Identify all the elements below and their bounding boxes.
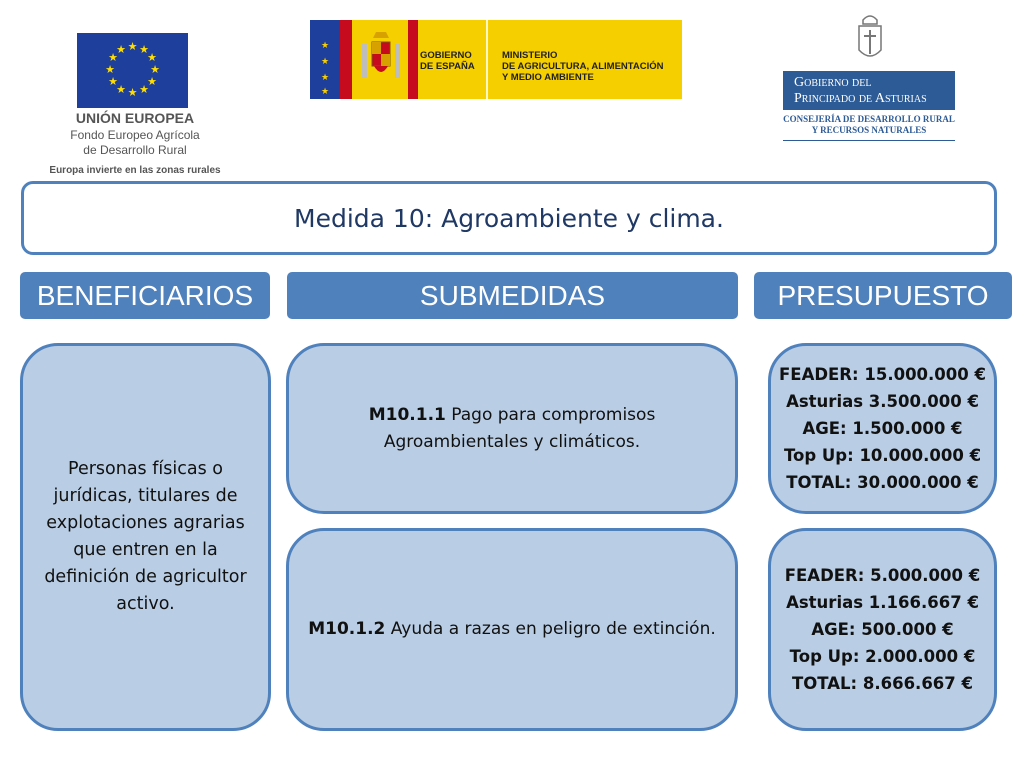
submedida-2-text [308, 616, 716, 643]
asturias-banner [783, 71, 955, 110]
svg-text:★: ★ [150, 63, 160, 76]
asturias-banner-line-1: Gobierno del [794, 75, 872, 90]
svg-text:★: ★ [108, 75, 118, 88]
svg-text:★: ★ [147, 75, 157, 88]
submedida-2-code: M10.1.2 [308, 619, 386, 639]
eu-flag-logo [77, 33, 188, 108]
asturias-crest-icon [855, 12, 885, 64]
presupuesto-box-1 [768, 343, 997, 514]
eu-stars-icon [77, 33, 188, 108]
beneficiarios-box [20, 343, 271, 731]
presupuesto-1-age: AGE: 1.500.000 € [802, 419, 963, 438]
beneficiarios-text: Personas físicas o jurídicas, titulares de explotaciones agrarias que entren en la definición de agricultor activo. [44, 459, 247, 614]
presupuesto-1-feader: FEADER: 15.000.000 € [779, 365, 986, 384]
svg-text:★: ★ [116, 43, 126, 56]
spain-ministry-line-2: DE AGRICULTURA, ALIMENTACIÓN [502, 61, 664, 72]
presupuesto-2-age: AGE: 500.000 € [811, 620, 954, 639]
presupuesto-box-2 [768, 528, 997, 731]
svg-text:★: ★ [116, 83, 126, 96]
presupuesto-1-topup: Top Up: 10.000.000 € [783, 446, 982, 465]
asturias-department [783, 114, 955, 136]
spain-stars-icon [316, 40, 334, 96]
presupuesto-2-asturias: Asturias 1.166.667 € [786, 593, 979, 612]
submedida-1-description: Pago para compromisos Agroambientales y climáticos. [383, 404, 656, 452]
presupuesto-1-lines [779, 361, 986, 496]
spain-ministry-label [502, 50, 664, 83]
slide-title: Medida 10: Agroambiente y clima. [21, 181, 997, 255]
eu-fund-line-1: Fondo Europeo Agrícola [70, 128, 200, 142]
spain-red-stripe [340, 20, 352, 99]
eu-tagline: Europa invierte en las zonas rurales [49, 165, 221, 176]
eu-title: UNIÓN EUROPEA [75, 110, 195, 126]
svg-text:★: ★ [127, 40, 138, 53]
presupuesto-1-asturias: Asturias 3.500.000 € [786, 392, 979, 411]
svg-text:★: ★ [320, 57, 330, 67]
svg-text:★: ★ [108, 51, 118, 64]
asturias-sub-line-1: CONSEJERÍA DE DESARROLLO RURAL [783, 114, 955, 124]
spain-logo-separator [486, 20, 488, 99]
header-beneficiarios: BENEFICIARIOS [20, 272, 270, 319]
svg-text:★: ★ [147, 51, 157, 64]
asturias-banner-line-2: Principado de Asturias [794, 91, 927, 106]
presupuesto-1-total: TOTAL: 30.000.000 € [786, 473, 979, 492]
svg-text:★: ★ [320, 87, 330, 96]
svg-text:★: ★ [105, 63, 115, 76]
spain-government-logo [310, 20, 682, 99]
asturias-underline [783, 140, 955, 141]
presupuesto-2-total: TOTAL: 8.666.667 € [791, 674, 973, 693]
spain-ministry-line-1: MINISTERIO [502, 50, 558, 61]
header-presupuesto: PRESUPUESTO [754, 272, 1012, 319]
svg-text:★: ★ [320, 73, 330, 83]
spain-gov-line-1: GOBIERNO [420, 50, 472, 61]
svg-text:★: ★ [139, 43, 149, 56]
presupuesto-2-topup: Top Up: 2.000.000 € [789, 647, 976, 666]
spain-gov-label [420, 50, 475, 72]
eu-fund-name [40, 128, 230, 158]
svg-text:★: ★ [127, 86, 138, 99]
submedida-2-description: Ayuda a razas en peligro de extinción. [385, 619, 716, 639]
submedida-box-1 [286, 343, 738, 514]
presupuesto-2-lines [785, 562, 980, 697]
spain-ministry-line-3: Y MEDIO AMBIENTE [502, 72, 594, 83]
svg-text:★: ★ [320, 41, 330, 51]
submedida-1-code: M10.1.1 [368, 404, 446, 425]
presupuesto-2-feader: FEADER: 5.000.000 € [784, 566, 981, 585]
submedida-box-2 [286, 528, 738, 731]
spain-gov-line-2: DE ESPAÑA [420, 61, 475, 72]
submedida-1-text [329, 402, 695, 456]
spain-red-stripe-2 [408, 20, 418, 99]
svg-text:★: ★ [139, 83, 149, 96]
header-submedidas: SUBMEDIDAS [287, 272, 738, 319]
spain-coat-of-arms-icon [358, 32, 404, 88]
asturias-sub-line-2: Y RECURSOS NATURALES [811, 125, 927, 135]
eu-fund-line-2: de Desarrollo Rural [83, 143, 187, 157]
